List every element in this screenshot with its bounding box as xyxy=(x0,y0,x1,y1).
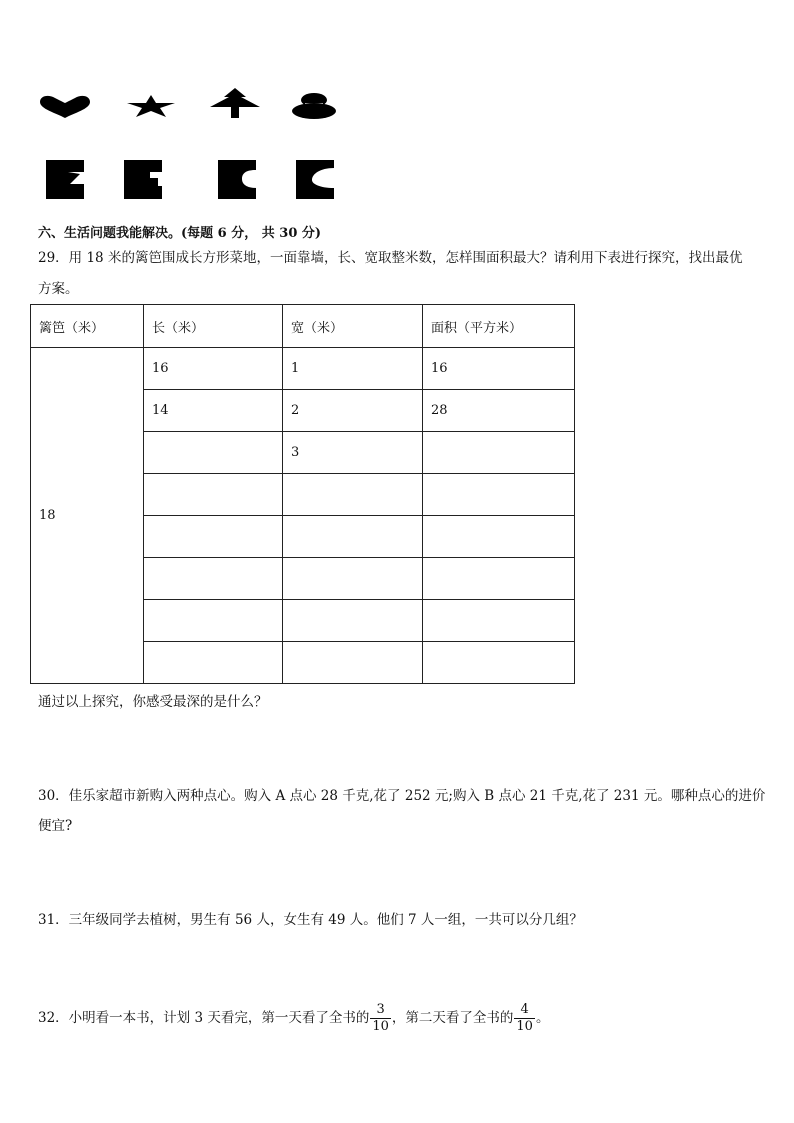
table-cell[interactable] xyxy=(144,600,283,642)
table-cell[interactable] xyxy=(423,432,575,474)
q30-line2: 便宜? xyxy=(38,818,73,834)
table-cell[interactable] xyxy=(423,600,575,642)
q29-line1: 29．用 18 米的篱笆围成长方形菜地，一面靠墙，长、宽取整米数，怎样围面积最大？请利用下表进行探究，找出最优 xyxy=(38,250,743,266)
table-row xyxy=(31,348,575,390)
heart-shape xyxy=(38,95,92,119)
table-cell[interactable] xyxy=(283,516,423,558)
q32-text xyxy=(38,998,549,1038)
table-cell[interactable] xyxy=(423,474,575,516)
fraction-four-tenths xyxy=(514,1002,535,1035)
q30-line1: 30．佳乐家超市新购入两种点心。购入 A 点心 28 千克,花了 252 元;购入 B 点心 21 千克,花了 231 元。哪种点心的进价 xyxy=(38,788,766,804)
q29-line2: 方案。 xyxy=(38,281,79,297)
header-width: 宽（米） xyxy=(283,305,423,348)
header-fence: 篱笆（米） xyxy=(31,305,144,348)
fraction-denominator: 10 xyxy=(516,1019,533,1034)
section-title: 六、生活问题我能解决。(每题 6 分， 共 30 分) xyxy=(38,226,322,241)
table-cell: 14 xyxy=(144,390,283,432)
table-cell[interactable] xyxy=(144,642,283,684)
table-cell: 16 xyxy=(423,348,575,390)
table-cell[interactable] xyxy=(423,516,575,558)
table-cell[interactable] xyxy=(144,474,283,516)
table-cell: 28 xyxy=(423,390,575,432)
table-cell[interactable] xyxy=(283,600,423,642)
table-cell: 16 xyxy=(144,348,283,390)
notched-square-1 xyxy=(46,160,84,199)
notched-square-2 xyxy=(124,160,162,199)
fraction-three-tenths xyxy=(370,1002,391,1035)
table-cell[interactable] xyxy=(423,642,575,684)
table-cell: 1 xyxy=(283,348,423,390)
table-cell[interactable] xyxy=(423,558,575,600)
fraction-numerator: 3 xyxy=(376,1002,385,1017)
table-cell[interactable] xyxy=(283,642,423,684)
table-cell[interactable] xyxy=(144,558,283,600)
q31-text: 31．三年级同学去植树，男生有 56 人，女生有 49 人。他们 7 人一组，一共可以分几组？ xyxy=(38,912,583,928)
star-shape xyxy=(126,95,176,117)
header-area: 面积（平方米） xyxy=(423,305,575,348)
q29-followup: 通过以上探究，你感受最深的是什么？ xyxy=(38,694,268,710)
table-cell[interactable] xyxy=(144,516,283,558)
table-cell[interactable] xyxy=(144,432,283,474)
fence-value-cell: 18 xyxy=(31,348,144,684)
notched-square-4 xyxy=(296,160,334,199)
table-cell[interactable] xyxy=(283,474,423,516)
arrow-tree-shape xyxy=(208,88,262,118)
table-cell[interactable] xyxy=(283,558,423,600)
stacked-ovals-shape xyxy=(291,93,337,121)
table-cell: 2 xyxy=(283,390,423,432)
fraction-numerator: 4 xyxy=(520,1002,529,1017)
fence-table xyxy=(30,304,575,684)
q32-prefix: 32．小明看一本书，计划 3 天看完，第一天看了全书的 xyxy=(38,1010,370,1026)
table-cell: 3 xyxy=(283,432,423,474)
header-length: 长（米） xyxy=(144,305,283,348)
fraction-denominator: 10 xyxy=(372,1019,389,1034)
notched-square-3 xyxy=(218,160,256,199)
q32-middle: ，第二天看了全书的 xyxy=(391,1010,514,1026)
q32-suffix: 。 xyxy=(535,1010,550,1026)
table-header-row xyxy=(31,305,575,348)
